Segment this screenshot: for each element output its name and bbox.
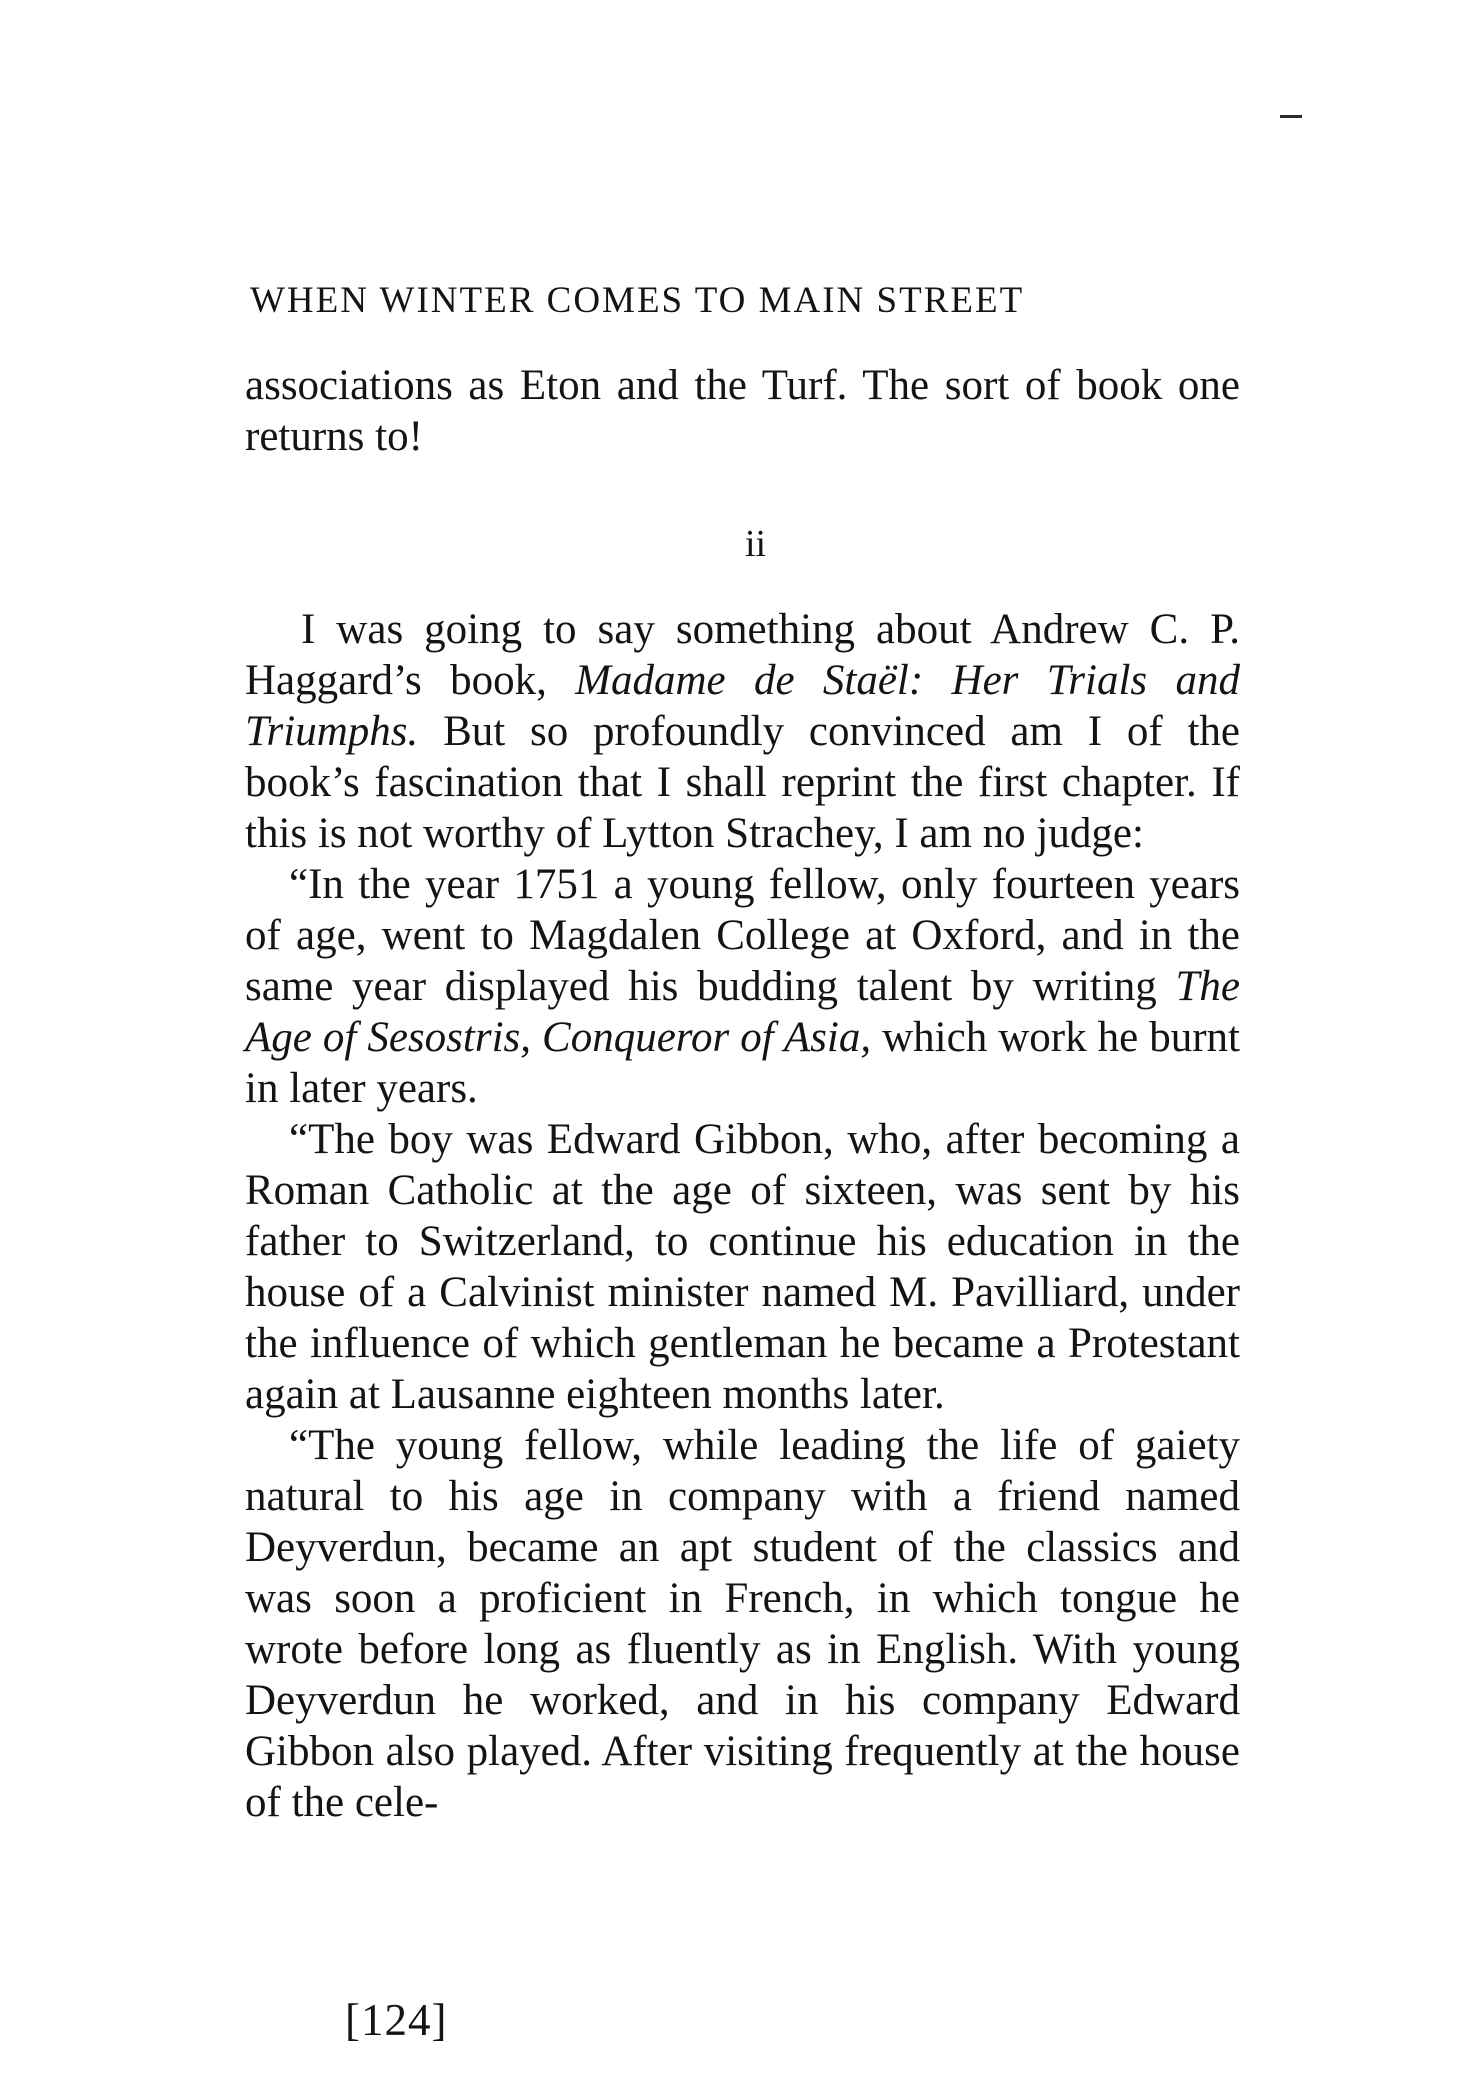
book-title-madame-de-stael: Madame de Staël: Her Trials and Triumphs. [245,657,1240,755]
lead-paragraph-block [245,360,1240,462]
paragraph-year-1751-text-before: “In the year 1751 a young fellow, only fourteen years of age, went to Magdalen College at Oxford, and in the same year displayed his budding talent by writing [245,861,1240,1010]
section-number: ii [744,523,767,565]
paragraph-year-1751-text-after: which work he burnt in later years. [245,1014,1241,1112]
page-number: [124] [345,1995,448,2045]
lead-paragraph: associations as Eton and the Turf. The sort of book one returns to! [245,362,1240,460]
book-title-age-of-sesostris: The Age of Sesostris, Conqueror of Asia, [245,963,1240,1061]
paragraph-edward-gibbon: “The boy was Edward Gibbon, who, after becoming a Roman Catholic at the age of sixteen, was sent by his father to Switzerland, to continue his education in the house of a Calvinist minister named M. Pavilliard, under the influence of which gentleman he became a Protestant again at Lausanne eighteen months later. [245,1116,1240,1418]
paragraph-haggard-text-before: I was going to say something about Andrew C. P. Haggard’s book, [245,606,1240,704]
body-text [245,604,1240,1828]
paragraph-deyverdun: “The young fellow, while leading the life of gaiety natural to his age in company with a friend named Deyverdun, became an apt student of the classics and was soon a proficient in French, in which tongue he wrote before long as fluently as in English. With young Deyverdun he worked, and in his company Edward Gibbon also played. After visiting frequently at the house of the cele- [245,1422,1240,1826]
paragraph-haggard-text-after: But so profoundly convinced am I of the book’s fascination that I shall reprint the first chapter. If this is not worthy of Lytton Strachey, I am no judge: [245,708,1240,857]
paragraph-haggard [245,604,1240,859]
running-head: WHEN WINTER COMES TO MAIN STREET [250,280,1025,321]
corner-mark [1280,115,1302,118]
paragraph-year-1751 [245,859,1240,1114]
